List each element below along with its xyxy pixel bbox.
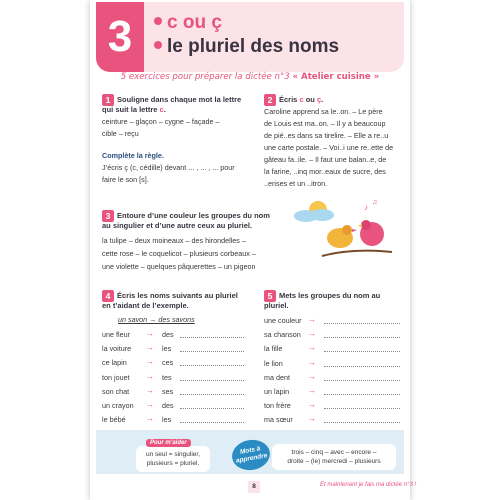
page-caption: Et maintenant je fais ma dictée n°3 !	[320, 482, 417, 488]
text-line: de pié..es dans sa tirelire. – Elle a re..u	[264, 131, 389, 140]
text-line: cette rose – le coquelicot – plusieurs corbeaux –	[102, 249, 256, 258]
answer-line[interactable]	[324, 387, 400, 395]
noun-group: sa chanson	[264, 330, 301, 340]
arrow-right-icon: →	[308, 414, 316, 424]
answer-line[interactable]	[180, 358, 244, 366]
answer-line[interactable]	[324, 330, 400, 338]
rule-text: J’écris ç (c, cédille) devant ... , ... , ... pour	[102, 163, 235, 172]
answer-line[interactable]	[324, 359, 400, 367]
exercise-5: 5 Mets les groupes du nom au pluriel.	[264, 291, 381, 310]
plural-article: tes	[162, 372, 172, 382]
arrow-right-icon: →	[308, 343, 316, 353]
word-list: cible – reçu	[102, 129, 139, 138]
noun-group: un lapin	[264, 387, 290, 396]
arrow-right-icon: →	[308, 400, 316, 410]
arrow-right-icon: →	[308, 329, 316, 339]
noun-group: la fille	[264, 344, 283, 354]
plural-article: ces	[162, 358, 174, 368]
answer-line[interactable]	[180, 401, 244, 409]
chapter-topic-1: c ou ç	[154, 12, 222, 34]
text-line: gâteau fa..ile. – Il faut une balan..e, de	[264, 155, 387, 164]
memo-box: trois – cinq – avec – encore – droite – (le) mercredi – plusieurs	[272, 444, 396, 470]
bullet-dot-icon	[154, 41, 162, 49]
birds-illustration	[292, 198, 402, 270]
noun-group: une couleur	[264, 316, 302, 325]
plural-article: les	[162, 415, 172, 425]
noun-group: ton frère	[264, 401, 291, 411]
exercise-3: 3 Entoure d’une couleur les groupes du nom au singulier et d’une autre ceux au pluriel. la tulipe – deux moineaux – des hirondelles – cette rose – le coquelicot – plusieurs corbeaux – une violette – quelques pâquerettes – un pigeon	[102, 210, 292, 273]
bullet-dot-icon	[154, 17, 162, 25]
singular-noun: un crayon	[102, 401, 134, 410]
exercise-number: 4	[102, 290, 114, 302]
answer-line[interactable]	[324, 373, 400, 381]
exercise-number: 2	[264, 94, 276, 106]
answer-line[interactable]	[180, 387, 244, 395]
exercise-1: 1 Souligne dans chaque mot la lettre qui suit la lettre c. ceinture – glaçon – cygne – façade – cible – reçu Complète la règle. J’écris ç (c, cédille) devant ... , ... , ... pour faire le son [s].	[102, 94, 254, 186]
answer-line[interactable]	[180, 373, 244, 381]
svg-text:♫: ♫	[372, 199, 378, 206]
plural-article: des	[162, 330, 174, 339]
arrow-right-icon: →	[146, 385, 154, 395]
plural-article: les	[162, 344, 172, 354]
exercise-4: 4 Écris les noms suivants au pluriel en t’aidant de l’exemple. un savon → des savons	[102, 290, 252, 326]
memo-badge: Mots à apprendre	[230, 437, 273, 473]
singular-noun: le bébé	[102, 415, 126, 425]
arrow-right-icon: →	[146, 400, 154, 409]
arrow-right-icon: →	[146, 371, 154, 381]
answer-line[interactable]	[180, 344, 244, 352]
text-line: la farine, ..inq mor..eaux de sucre, des	[264, 167, 386, 176]
arrow-right-icon: →	[146, 329, 154, 338]
arrow-right-icon: →	[146, 357, 154, 367]
exercise-2: 2 Écris c ou ç. Caroline apprend sa le..on. – Le père de Louis est ma..on. – Il y a beaucoup de pié..es dans sa tirelire. – Elle a re..u une carte postale. – Voi..i une re..ette de gâteau fa..ile. – Il faut une balan..e, de la farine, ..inq mor..eaux de sucre, des ..erises et un ..itron.	[264, 94, 406, 190]
text-line: Caroline apprend sa le..on. – Le père	[264, 107, 383, 116]
example-line: un savon → des savons	[118, 315, 195, 324]
text-line: la tulipe – deux moineaux – des hirondelles –	[102, 236, 246, 245]
answer-line[interactable]	[180, 415, 244, 423]
plural-article: des	[162, 401, 174, 410]
chapter-number: 3	[96, 2, 144, 72]
answer-line[interactable]	[324, 415, 400, 423]
singular-noun: ton jouet	[102, 372, 130, 382]
plural-article: ses	[162, 386, 174, 396]
rule-text: faire le son [s].	[102, 175, 149, 184]
text-line: de Louis est ma..on. – Il y a beaucoup	[264, 119, 386, 128]
arrow-right-icon: →	[308, 357, 316, 367]
word-list: ceinture – glaçon – cygne – façade –	[102, 117, 220, 126]
singular-noun: une fleur	[102, 330, 130, 339]
text-line: une violette – quelques pâquerettes – un pigeon	[102, 262, 256, 271]
answer-line[interactable]	[324, 316, 400, 324]
noun-group: le lion	[264, 358, 283, 368]
music-note-icon: ♪	[364, 203, 368, 212]
answer-line[interactable]	[324, 344, 400, 352]
arrow-right-icon: →	[308, 371, 316, 381]
singular-noun: son chat	[102, 386, 130, 396]
tip-box: un seul = singulier, plusieurs = pluriel.	[136, 446, 210, 472]
exercise-number: 3	[102, 210, 114, 222]
rule-title: Complète la règle.	[102, 151, 164, 160]
noun-group: ma dent	[264, 372, 290, 382]
arrow-right-icon: →	[146, 414, 154, 424]
arrow-right-icon: →	[308, 315, 316, 324]
singular-noun: la voiture	[102, 344, 132, 354]
exercise-number: 1	[102, 94, 114, 106]
answer-line[interactable]	[324, 401, 400, 409]
answer-line[interactable]	[180, 330, 244, 338]
page-number: 8	[248, 481, 260, 493]
arrow-right-icon: →	[146, 343, 154, 353]
text-line: une carte postale. – Voi..i une re..ette de	[264, 143, 394, 152]
noun-group: ma sœur	[264, 415, 293, 425]
arrow-right-icon: →	[308, 386, 316, 395]
chapter-subtitle: 5 exercices pour préparer la dictée n°3 « Atelier cuisine »	[120, 72, 380, 82]
chapter-topic-2: le pluriel des noms	[154, 36, 339, 58]
exercise-number: 5	[264, 290, 276, 302]
singular-noun: ce lapin	[102, 358, 127, 368]
text-line: ..erises et un ..itron.	[264, 179, 328, 188]
tip-tag: Pour m’aider	[146, 439, 191, 447]
branch-icon	[322, 251, 392, 256]
